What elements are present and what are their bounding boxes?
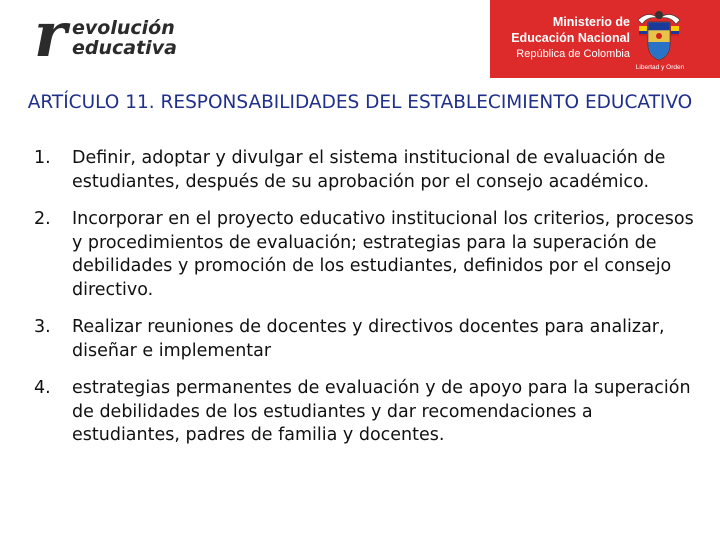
revolucion-educativa-logo [34, 0, 194, 71]
list-item-text: Definir, adoptar y divulgar el sistema institucional de evaluación de estudiantes, después de su aprobación por el consejo académico. [72, 148, 666, 192]
motto-text: Libertad y Orden [635, 64, 685, 71]
logo-word-revolucion: evolución [72, 17, 175, 39]
list-item-text: Incorporar en el proyecto educativo institucional los criterios, procesos y procedimientos de evaluación; estrategias para la superación de debilidades y promoción de los estudiantes, definidos por el consejo directivo. [72, 209, 694, 300]
list-item [34, 316, 702, 363]
logo-word-educativa: educativa [72, 37, 177, 59]
ministry-line-3: República de Colombia [516, 48, 630, 60]
coat-of-arms-icon [636, 6, 682, 64]
list-item [34, 147, 702, 194]
list-item-number: 4. [34, 378, 51, 398]
list-item [34, 377, 702, 448]
ministry-line-1: Ministerio de [552, 15, 630, 29]
list-item [34, 208, 702, 302]
list-item-text: estrategias permanentes de evaluación y de apoyo para la superación de debilidades de los estudiantes y dar recomendaciones a estudiantes, padres de familia y docentes. [72, 378, 691, 445]
list-item-number: 2. [34, 209, 51, 229]
logo-big-letter: r [34, 0, 67, 71]
list-item-text: Realizar reuniones de docentes y directivos docentes para analizar, diseñar e implementar [72, 317, 665, 361]
header [0, 0, 720, 80]
list-item-number: 1. [34, 148, 51, 168]
page-title: ARTÍCULO 11. RESPONSABILIDADES DEL ESTABLECIMIENTO EDUCATIVO [27, 92, 693, 113]
list-item-number: 3. [34, 317, 51, 337]
ministry-banner [490, 0, 720, 78]
ministry-name [498, 14, 630, 62]
responsibilities-list [34, 147, 702, 462]
ministry-line-2: Educación Nacional [511, 31, 630, 45]
